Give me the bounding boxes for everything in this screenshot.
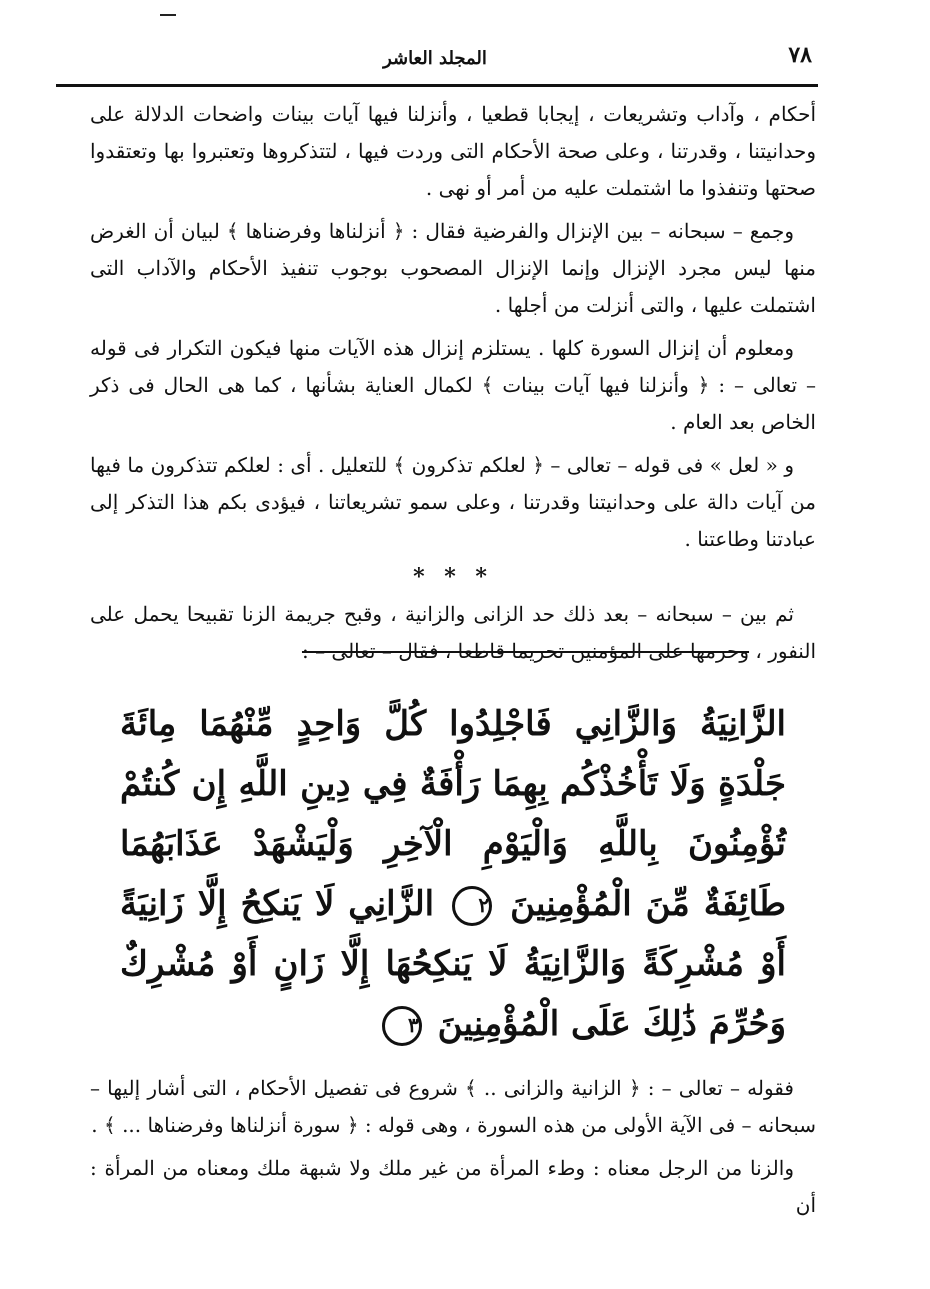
paragraph-5: فقوله – تعالى – : ﴿ الزانية والزانى .. ﴾ شروع فى تفصيل الأحكام ، التى أشار إليها – سبحانه – فى الآية الأولى من هذه السورة ، وهى قوله : ﴿ سورة أنزلناها وفرضناها ... ﴾ . xyxy=(90,1076,816,1137)
ayah-marker-2: ٢ xyxy=(452,886,492,926)
paragraph-4: و « لعل » فى قوله – تعالى – ﴿ لعلكم تذكرون ﴾ للتعليل . أى : لعلكم تتذكرون ما فيها من آيات دالة على وحدانيتنا وقدرتنا ، وعلى سمو تشريعاتنا ، فيؤدى بكم هذا التذكر إلى عبادتنا وطاعتنا . xyxy=(90,453,816,551)
page-header xyxy=(50,40,820,80)
quran-verses xyxy=(90,694,816,1054)
paragraph-1: أحكام ، وآداب وتشريعات ، إيجابا قطعيا ، وأنزلنا فيها آيات بينات واضحات الدلالة على وحدانيتنا ، وقدرتنا ، وعلى صحة الأحكام التى وردت فيها ، لتتذكروها وتعتبروا بها وتعتقدوا صحتها وتنفذوا ما اشتملت عليه من أمر أو نهى . xyxy=(90,102,816,200)
intro-paragraph xyxy=(90,596,816,670)
paragraph-3: ومعلوم أن إنزال السورة كلها . يستلزم إنزال هذه الآيات منها فيكون التكرار فى قوله – تعالى – : ﴿ وأنزلنا فيها آيات بينات ﴾ لكمال العناية بشأنها ، كما هى الحال فى ذكر الخاص بعد العام . xyxy=(90,336,816,434)
section-separator: * * * xyxy=(413,564,493,590)
verse-2-text: الزَّانِيَةُ وَالزَّانِي فَاجْلِدُوا كُلَّ وَاحِدٍ مِّنْهُمَا مِائَةَ جَلْدَةٍ وَلَا تَأْخُذْكُم بِهِمَا رَأْفَةٌ فِي دِينِ اللَّهِ إِن كُنتُمْ تُؤْمِنُونَ بِاللَّهِ وَالْيَوْمِ الْآخِرِ وَلْيَشْهَدْ عَذَابَهُمَا طَائِفَةٌ مِّنَ الْمُؤْمِنِينَ xyxy=(120,704,787,924)
ayah-marker-3: ٣ xyxy=(382,1006,422,1046)
struck-text: وحرمها على المؤمنين تحريما قاطعا ، فقال – تعالى – : xyxy=(301,639,750,663)
verse-3-text: الزَّانِي لَا يَنكِحُ إِلَّا زَانِيَةً أَوْ مُشْرِكَةً وَالزَّانِيَةُ لَا يَنكِحُهَا إِلَّا زَانٍ أَوْ مُشْرِكٌ وَحُرِّمَ ذَٰلِكَ عَلَى الْمُؤْمِنِينَ xyxy=(120,884,786,1044)
intro-text: ثم بين – سبحانه – بعد ذلك حد الزانى والزانية ، وقبح جريمة الزنا تقبيحا يحمل على النفور ، xyxy=(90,602,816,663)
scan-mark xyxy=(160,14,176,16)
paragraph-6: والزنا من الرجل معناه : وطء المرأة من غير ملك ولا شبهة ملك ومعناه من المرأة : أن xyxy=(90,1156,816,1217)
page-body xyxy=(90,96,816,1230)
header-rule xyxy=(56,84,818,87)
page-number: ٧٨ xyxy=(788,42,812,68)
running-title: المجلد العاشر xyxy=(383,48,487,69)
paragraph-2: وجمع – سبحانه – بين الإنزال والفرضية فقال : ﴿ أنزلناها وفرضناها ﴾ لبيان أن الغرض منها ليس مجرد الإنزال وإنما الإنزال المصحوب بوجوب تنفيذ الأحكام والآداب التى اشتملت عليها ، والتى أنزلت من أجلها . xyxy=(90,219,816,317)
